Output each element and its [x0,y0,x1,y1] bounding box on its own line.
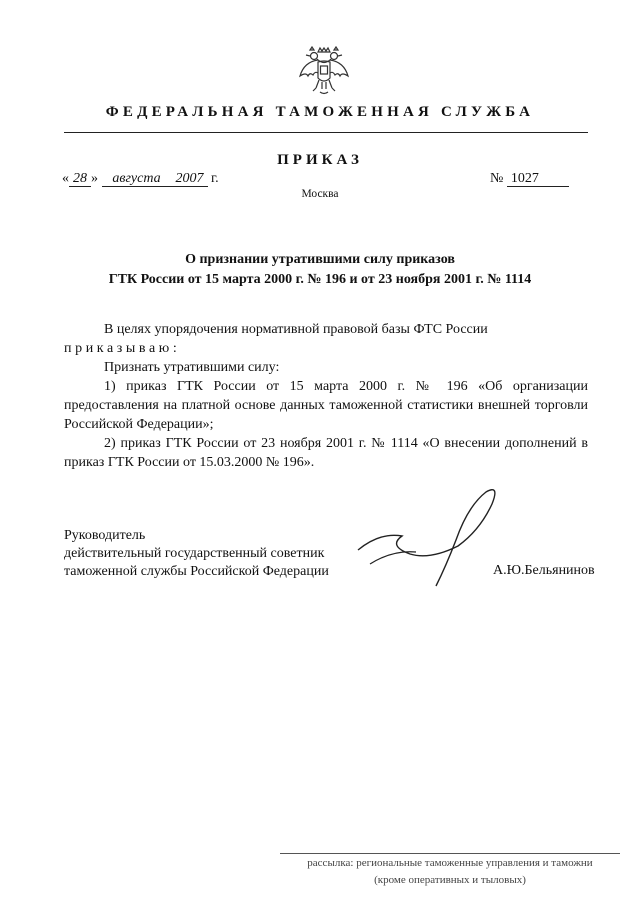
signer-name: А.Ю.Бельянинов [493,563,595,578]
date-month: августа [102,171,172,187]
body-item-1: 1) приказ ГТК России от 15 марта 2000 г. № 196 «Об организации предоставления на платной основе данных таможенной статистики внешней торговли Российской Федерации»; [64,379,588,432]
number-label: № [490,171,504,186]
header-divider [64,132,588,133]
title-line-1: О признании утратившими силу приказов [185,252,455,267]
date-day: 28 [69,171,91,187]
handwritten-signature-icon [340,480,500,590]
number-value: 1027 [507,171,569,187]
signer-line-2: действительный государственный советник [64,546,325,561]
date-year-suffix: г. [211,171,219,186]
document-date [62,171,219,187]
date-close-quote: » [91,171,98,186]
document-number [490,171,569,187]
title-line-2: ГТК России от 15 марта 2000 г. № 196 и от 23 ноября 2001 г. № 1114 [108,272,532,287]
date-year: 2007 [172,171,208,187]
body-order-word: приказываю: [64,341,181,356]
document-title [60,250,580,290]
body-item-2: 2) приказ ГТК России от 23 ноября 2001 г. № 1114 «О внесении дополнений в приказ ГТК России от 15.03.2000 № 196». [64,436,588,470]
document-body [64,320,588,472]
agency-name: ФЕДЕРАЛЬНАЯ ТАМОЖЕННАЯ СЛУЖБА [105,104,535,120]
distribution-line-1: рассылка: региональные таможенные управления и таможни [307,857,593,869]
body-lead: Признать утратившими силу: [104,360,280,375]
signer-title [64,527,329,581]
document-type: ПРИКАЗ [277,152,363,168]
distribution-line-2: (кроме оперативных и тыловых) [374,874,526,886]
date-open-quote: « [62,171,69,186]
body-intro: В целях упорядочения нормативной правовой базы ФТС России [104,322,488,337]
double-headed-eagle-emblem-icon [296,42,352,98]
distribution-divider [280,853,620,854]
distribution-list [280,855,620,889]
document-city: Москва [301,188,339,200]
signer-line-1: Руководитель [64,528,146,543]
signer-line-3: таможенной службы Российской Федерации [64,564,329,579]
